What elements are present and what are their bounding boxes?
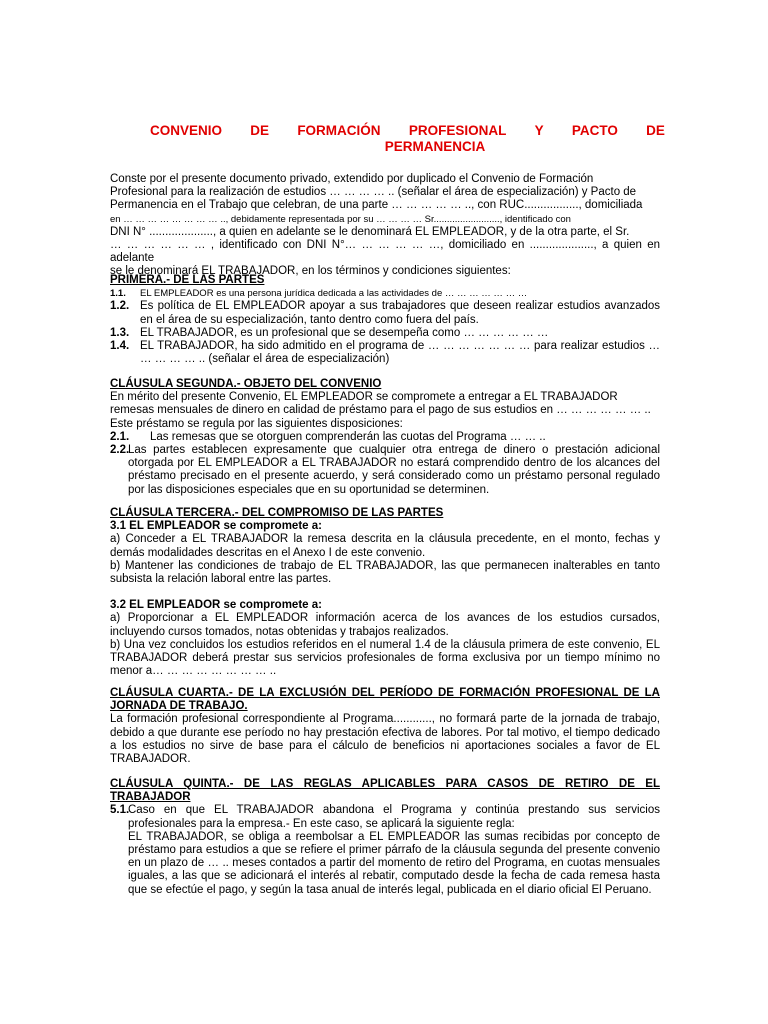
clause-heading: CLÁUSULA CUARTA.- DE LA EXCLUSIÓN DEL PERÍODO DE FORMACIÓN PROFESIONAL DE LA JORNADA DE TRABAJO. xyxy=(110,687,660,713)
paragraph: b) Mantener las condiciones de trabajo de EL TRABAJADOR, las que permanecen inalterables en tanto subsista la relación laboral entre las partes. xyxy=(110,559,660,586)
intro-paragraph xyxy=(110,173,660,279)
subheading: 3.2 EL EMPLEADOR se compromete a: xyxy=(110,599,322,612)
list-item: 2.2. Las partes establecen expresamente que cualquier otra entrega de dinero o prestación adicional otorgada por EL EMPLEADOR a EL TRABAJADOR no estará comprendido dentro de los alcances del préstamo precisado en el presente acuerdo, y será considerado como un préstamo personal regulado por las disposiciones especiales que en su oportunidad se determinen. xyxy=(110,444,660,496)
intro-line: se le denominará EL TRABAJADOR, en los términos y condiciones siguientes: xyxy=(110,265,511,278)
clause-heading: CLÁUSULA SEGUNDA.- OBJETO DEL CONVENIO xyxy=(110,378,382,390)
title-word: PACTO xyxy=(571,123,618,138)
intro-line: … … … … … … , identificado con DNI N°… … … … … …, domiciliado en ...................., a quien en adelante xyxy=(110,239,660,265)
clause-heading: CLÁUSULA TERCERA.- DEL COMPROMISO DE LAS PARTES xyxy=(110,507,444,519)
paragraph: EL TRABAJADOR, se obliga a reembolsar a EL EMPLEADOR las sumas recibidas por concepto de préstamo para estudios a que se refiere el primer párrafo de la cláusula segunda del presente convenio en un plazo de … .. meses contados a partir del momento de retiro del Programa, en cuotas mensuales iguales, a las que se adicionará el interés al rebatir, computado desde la fecha de cada remesa hasta que se efectúe el pago, y según la tasa anual de interés legal, publicada en el diario oficial El Peruano. xyxy=(128,830,660,896)
list-item: 2.1. Las remesas que se otorguen comprenderán las cuotas del Programa … … .. xyxy=(110,430,546,443)
paragraph: La formación profesional correspondiente al Programa............, no formará parte de la jornada de trabajo, debido a que durante ese período no hay prestación efectiva de labores. Por tal motivo, el tiempo dedicado a los estudios no sirve de base para el cálculo de beneficios ni aportaciones sociales a favor de EL TRABAJADOR. xyxy=(110,713,660,766)
clause-tercera xyxy=(110,507,660,678)
title-line-2: PERMANENCIA xyxy=(384,139,486,154)
clause-segunda xyxy=(110,378,660,497)
title-word: DE xyxy=(250,123,270,138)
title-word: DE xyxy=(646,123,665,138)
paragraph: a) Proporcionar a EL EMPLEADOR información acerca de los avances de los estudios cursados, incluyendo cursos tomados, notas obtenidas y trabajos realizados. xyxy=(110,612,660,638)
intro-line: Profesional para la realización de estudios … … … … .. (señalar el área de especialización) y Pacto de xyxy=(110,186,637,199)
list-item: 1.1. EL EMPLEADOR es una persona jurídica dedicada a las actividades de … … … … … … … xyxy=(110,288,528,300)
clause-heading: CLÁUSULA QUINTA.- DE LAS REGLAS APLICABLES PARA CASOS DE RETIRO DE EL TRABAJADOR xyxy=(110,778,660,804)
list-item: 1.2. Es política de EL EMPLEADOR apoyar a sus trabajadores que deseen realizar estudios avanzados en el área de su especialización, tanto dentro como fuera del país. xyxy=(110,300,660,326)
clause-primera xyxy=(110,274,660,366)
paragraph: b) Una vez concluidos los estudios referidos en el numeral 1.4 de la cláusula primera de este convenio, EL TRABAJADOR deberá prestar sus servicios profesionales de forma exclusiva por un tiempo mínimo no menor a… … … … … … … … .. xyxy=(110,638,660,678)
title-word: Y xyxy=(534,123,544,138)
title-line-1 xyxy=(150,123,665,139)
subheading: 3.1 EL EMPLEADOR se compromete a: xyxy=(110,520,322,533)
paragraph-line: En mérito del presente Convenio, EL EMPLEADOR se compromete a entregar a EL TRABAJADOR xyxy=(110,391,618,404)
paragraph: a) Conceder a EL TRABAJADOR la remesa descrita en la cláusula precedente, en el monto, fechas y demás modalidades descritas en el Anexo I de este convenio. xyxy=(110,533,660,559)
list-item: 1.4. EL TRABAJADOR, ha sido admitido en el programa de … … … … … … … para realizar estudios … … … … … .. (señalar el área de especialización) xyxy=(110,340,660,366)
title-word: PROFESIONAL xyxy=(408,123,507,138)
paragraph-line: Este préstamo se regula por las siguientes disposiciones: xyxy=(110,417,403,430)
document-title xyxy=(150,123,665,155)
clause-cuarta xyxy=(110,687,660,766)
intro-line: en … … … … … … … … .., debidamente representada por su … … … … Sr........................., identificado con xyxy=(110,213,571,225)
intro-line: Permanencia en el Trabajo que celebran, de una parte … … … … … .., con RUC................., domiciliada xyxy=(110,199,643,212)
clause-quinta xyxy=(110,778,660,897)
list-item: 1.3. EL TRABAJADOR, es un profesional que se desempeña como … … … … … … xyxy=(110,326,549,339)
paragraph-line: remesas mensuales de dinero en calidad de préstamo para el pago de sus estudios en … … … … … … .. xyxy=(110,404,651,417)
intro-line: Conste por el presente documento privado, extendido por duplicado el Convenio de Formación xyxy=(110,173,594,185)
title-word: CONVENIO xyxy=(150,123,223,138)
clause-heading: PRIMERA.- DE LAS PARTES xyxy=(110,274,265,286)
list-item: 5.1. Caso en que EL TRABAJADOR abandona el Programa y continúa prestando sus servicios profesionales para la empresa.- En este caso, se aplicará la siguiente regla: xyxy=(110,804,660,830)
intro-line: DNI N° ...................., a quien en adelante se le denominará EL EMPLEADOR, y de la otra parte, el Sr. xyxy=(110,225,630,238)
title-word: FORMACIÓN xyxy=(297,123,381,138)
